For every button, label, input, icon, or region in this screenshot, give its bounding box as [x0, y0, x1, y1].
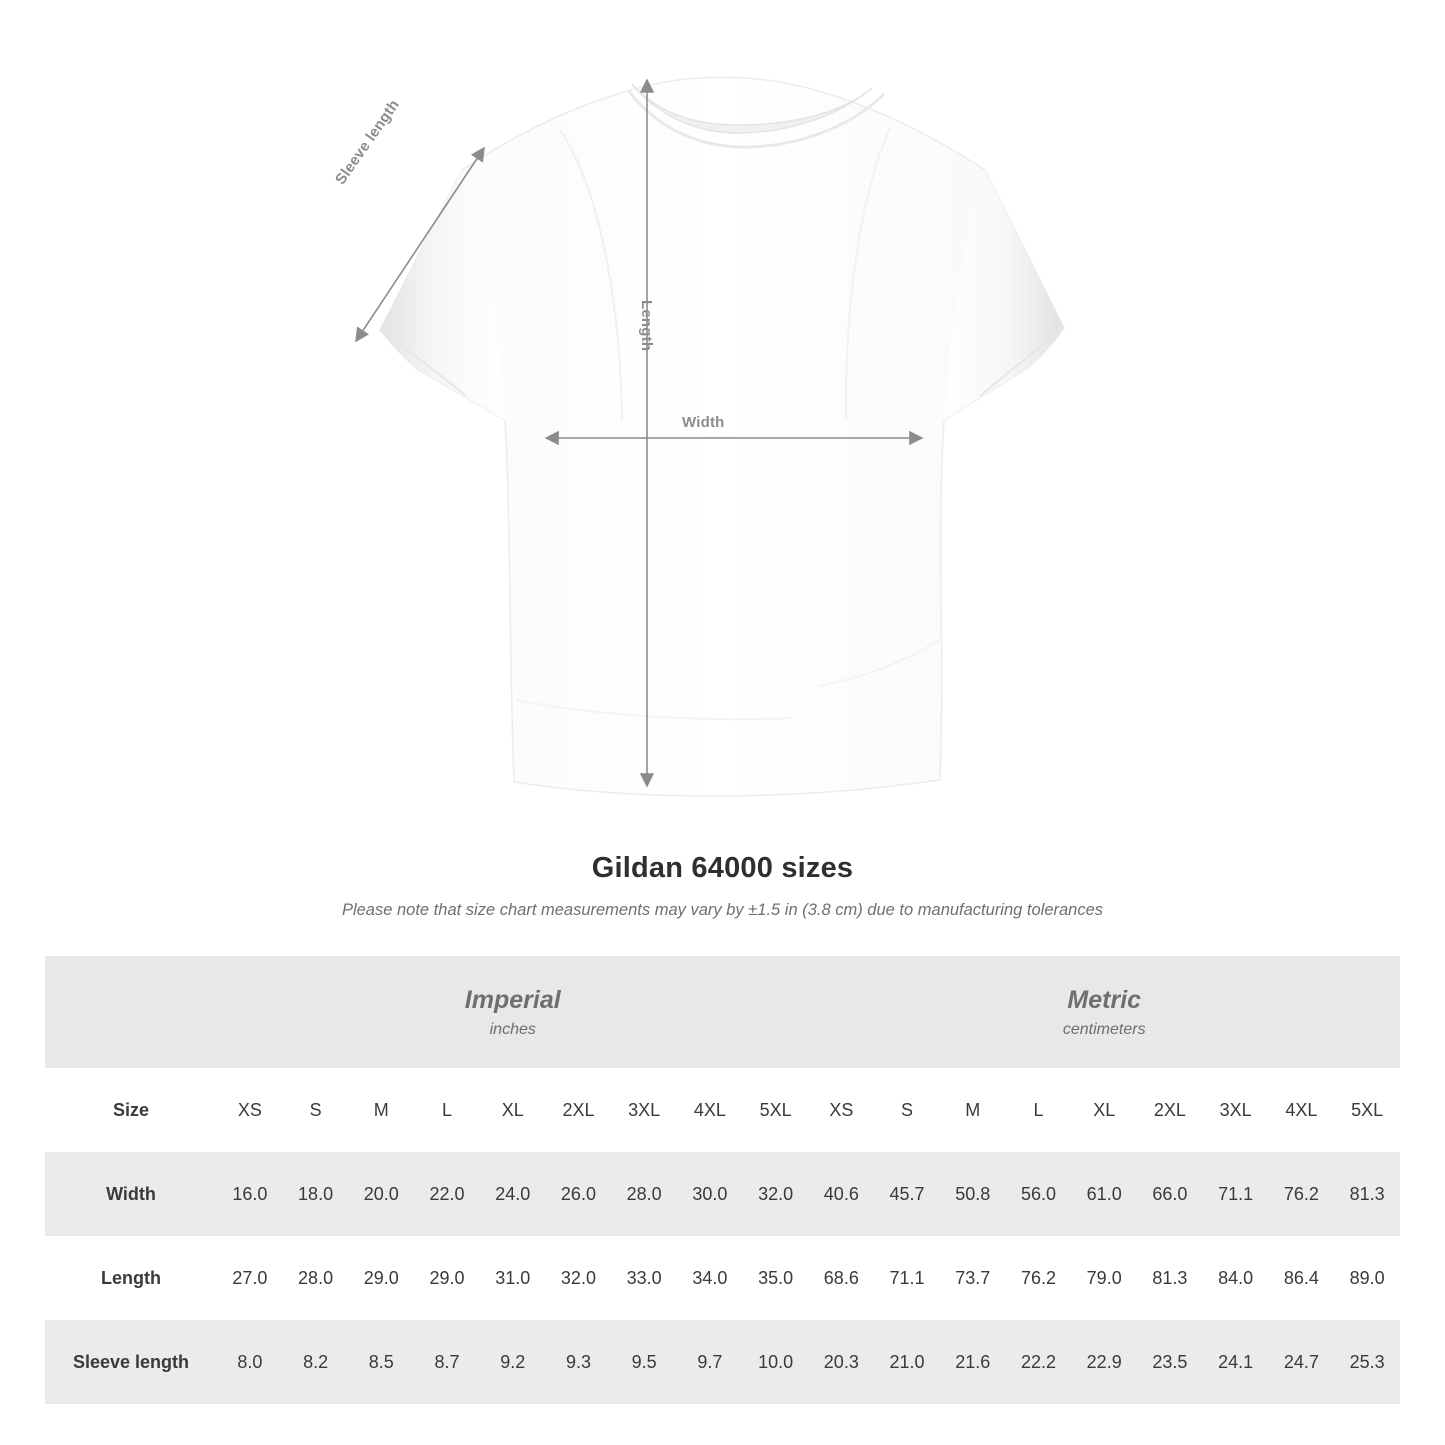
measurement-cell: 25.3: [1349, 1351, 1385, 1372]
unit-imperial-sub: inches: [489, 1020, 536, 1038]
size-cell: S: [901, 1099, 914, 1120]
size-cell: XL: [501, 1099, 524, 1120]
measurement-cell: 18.0: [298, 1183, 334, 1204]
row-label-width: Width: [106, 1183, 156, 1204]
measurement-cell: 76.2: [1020, 1267, 1056, 1288]
measurement-cell: 28.0: [298, 1267, 334, 1288]
size-cell: L: [1033, 1099, 1044, 1120]
measurement-cell: 71.1: [889, 1267, 925, 1288]
measurement-cell: 16.0: [232, 1183, 268, 1204]
measurement-cell: 9.5: [631, 1351, 657, 1372]
measurement-cell: 30.0: [692, 1183, 728, 1204]
measurement-cell: 27.0: [232, 1267, 268, 1288]
unit-metric-sub: centimeters: [1062, 1020, 1146, 1038]
size-cell: M: [965, 1099, 981, 1120]
measurement-row-width: [45, 1152, 1400, 1236]
measurement-cell: 71.1: [1218, 1183, 1254, 1204]
unit-metric-name: Metric: [1067, 986, 1142, 1015]
measurement-cell: 79.0: [1086, 1267, 1122, 1288]
measurement-cell: 21.6: [955, 1351, 991, 1372]
measurement-cell: 21.0: [889, 1351, 925, 1372]
size-cell: 3XL: [628, 1099, 661, 1120]
unit-header-spacer: [45, 956, 217, 1068]
measurement-cell: 9.3: [565, 1351, 591, 1372]
measurement-cell: 81.3: [1349, 1183, 1385, 1204]
measurement-cell: 24.1: [1218, 1351, 1254, 1372]
measurement-cell: 22.9: [1086, 1351, 1122, 1372]
measurement-cell: 20.0: [363, 1183, 399, 1204]
measurement-cell: 10.0: [758, 1351, 794, 1372]
sleeve-length-label: Sleeve length: [332, 96, 403, 188]
size-cell: XL: [1093, 1099, 1116, 1120]
measurement-cell: 9.7: [697, 1351, 723, 1372]
size-cell: XS: [829, 1099, 854, 1120]
size-cell: 5XL: [759, 1099, 792, 1120]
size-cell: 5XL: [1351, 1099, 1384, 1120]
width-label: Width: [682, 414, 725, 431]
measurement-cell: 50.8: [955, 1183, 991, 1204]
measurement-cell: 24.7: [1283, 1351, 1319, 1372]
size-row: [45, 1068, 1400, 1152]
measurement-cell: 35.0: [758, 1267, 794, 1288]
unit-header-metric: [808, 956, 1400, 1068]
measurement-cell: 28.0: [626, 1183, 662, 1204]
size-cell: M: [373, 1099, 389, 1120]
measurement-cell: 68.6: [823, 1267, 859, 1288]
length-label: Length: [638, 300, 655, 352]
measurement-cell: 73.7: [955, 1267, 991, 1288]
measurement-cell: 89.0: [1349, 1267, 1385, 1288]
size-cell: XS: [237, 1099, 262, 1120]
measurement-cell: 8.0: [237, 1351, 263, 1372]
measurement-row-sleeve-length: [45, 1320, 1400, 1404]
measurement-cell: 84.0: [1218, 1267, 1254, 1288]
page-title: Gildan 64000 sizes: [591, 852, 854, 884]
measurement-cell: 32.0: [560, 1267, 596, 1288]
measurement-cell: 22.0: [429, 1183, 465, 1204]
row-label-length: Length: [101, 1267, 161, 1288]
measurement-cell: 81.3: [1152, 1267, 1188, 1288]
measurement-cell: 8.2: [303, 1351, 329, 1372]
measurement-cell: 31.0: [495, 1267, 531, 1288]
measurement-cell: 20.3: [823, 1351, 859, 1372]
measurement-cell: 56.0: [1020, 1183, 1056, 1204]
measurement-cell: 45.7: [889, 1183, 925, 1204]
measurement-cell: 66.0: [1152, 1183, 1188, 1204]
measurement-cell: 26.0: [560, 1183, 596, 1204]
measurement-cell: 22.2: [1020, 1351, 1056, 1372]
measurement-cell: 86.4: [1283, 1267, 1319, 1288]
measurement-cell: 33.0: [626, 1267, 662, 1288]
size-cell: 4XL: [1285, 1099, 1318, 1120]
unit-imperial-name: Imperial: [464, 986, 561, 1015]
measurement-cell: 23.5: [1152, 1351, 1188, 1372]
measurement-cell: 76.2: [1283, 1183, 1319, 1204]
size-chart-table: [45, 956, 1400, 1404]
measurement-cell: 40.6: [823, 1183, 859, 1204]
row-label-sleeve-length: Sleeve length: [72, 1351, 190, 1372]
row-label-size: Size: [112, 1099, 150, 1120]
measurement-cell: 24.0: [495, 1183, 531, 1204]
measurement-cell: 34.0: [692, 1267, 728, 1288]
measurement-cell: 32.0: [758, 1183, 794, 1204]
unit-header-imperial: [217, 956, 808, 1068]
measurement-cell: 29.0: [363, 1267, 399, 1288]
size-chart-container: [0, 920, 1445, 1404]
size-cell: S: [309, 1099, 322, 1120]
unit-header-row: [45, 956, 1400, 1068]
measurement-cell: 9.2: [500, 1351, 526, 1372]
tolerance-note: Please note that size chart measurements may vary by ±1.5 in (3.8 cm) due to manufacturing tolerances: [341, 901, 1104, 919]
measurement-row-length: [45, 1236, 1400, 1320]
size-cell: 2XL: [1153, 1099, 1186, 1120]
size-cell: 4XL: [693, 1099, 726, 1120]
size-cell: 2XL: [562, 1099, 595, 1120]
size-cell: 3XL: [1219, 1099, 1252, 1120]
size-cell: L: [442, 1099, 453, 1120]
measurement-cell: 8.5: [368, 1351, 394, 1372]
measurement-cell: 8.7: [434, 1351, 460, 1372]
measurement-cell: 29.0: [429, 1267, 465, 1288]
measurement-cell: 61.0: [1086, 1183, 1122, 1204]
tshirt-shape: [380, 77, 1064, 796]
